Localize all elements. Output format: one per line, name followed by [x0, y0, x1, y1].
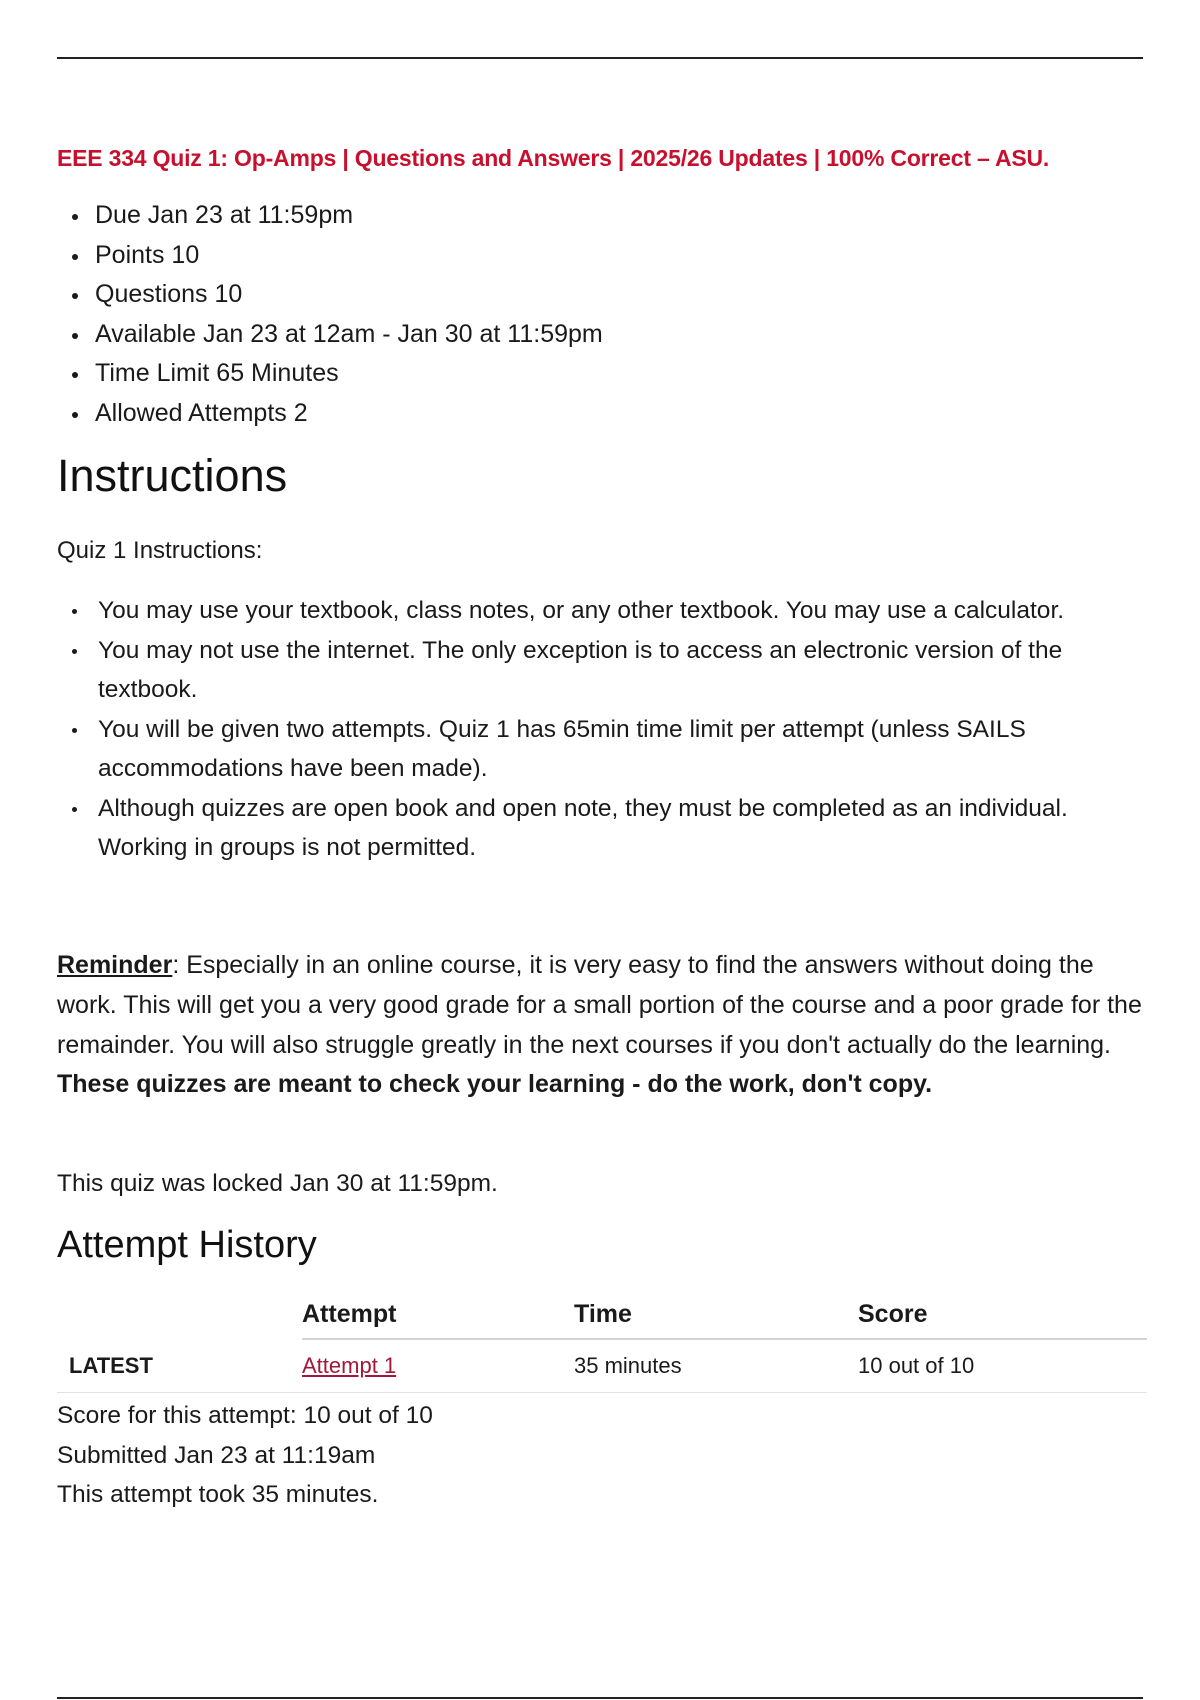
- bottom-rule: [57, 1697, 1143, 1699]
- instruction-item: You may not use the internet. The only exception is to access an electronic version of the textbook.: [57, 631, 1147, 710]
- reminder-emphasis: These quizzes are meant to check your learning - do the work, don't copy.: [57, 1070, 933, 1099]
- column-header-score: Score: [858, 1290, 1147, 1339]
- due-date: Due Jan 23 at 11:59pm: [57, 196, 603, 236]
- attempt-1-link[interactable]: Attempt 1: [302, 1353, 397, 1378]
- attempt-submitted: Submitted Jan 23 at 11:19am: [57, 1441, 376, 1469]
- attempt-history-table: [57, 1290, 1147, 1393]
- attempt-summary: [57, 1396, 433, 1515]
- instruction-item: You may use your textbook, class notes, or any other textbook. You may use a calculator.: [57, 591, 1147, 631]
- points: Points 10: [57, 236, 603, 276]
- time-cell: 35 minutes: [574, 1339, 858, 1393]
- attempt-history-heading: Attempt History: [57, 1224, 317, 1266]
- attempt-cell: [302, 1339, 574, 1393]
- attempt-score: Score for this attempt: 10 out of 10: [57, 1402, 433, 1429]
- allowed-attempts: Allowed Attempts 2: [57, 394, 603, 434]
- reminder-body: : Especially in an online course, it is very easy to find the answers without doing the work. This will get you a very good grade for a small portion of the course and a poor grade for the remainder. You will also struggle greatly in the next courses if you don't actually do the learning.: [57, 951, 1142, 1059]
- question-count: Questions 10: [57, 275, 603, 315]
- time-limit: Time Limit 65 Minutes: [57, 354, 603, 394]
- score-cell: 10 out of 10: [858, 1339, 1147, 1393]
- reminder-label: Reminder: [57, 951, 173, 979]
- table-header-row: [57, 1290, 1147, 1339]
- availability: Available Jan 23 at 12am - Jan 30 at 11:59pm: [57, 315, 603, 355]
- attempt-duration: This attempt took 35 minutes.: [57, 1481, 379, 1508]
- quiz-details-list: [57, 196, 603, 434]
- latest-tag: LATEST: [57, 1339, 302, 1393]
- instructions-list: [57, 591, 1147, 868]
- column-header-time: Time: [574, 1290, 858, 1339]
- column-header-tag: [57, 1290, 302, 1339]
- document-title: EEE 334 Quiz 1: Op-Amps | Questions and Answers | 2025/26 Updates | 100% Correct – ASU.: [57, 145, 1050, 171]
- quiz-locked-notice: This quiz was locked Jan 30 at 11:59pm.: [57, 1170, 498, 1197]
- table-row: [57, 1339, 1147, 1393]
- instructions-heading: Instructions: [57, 450, 288, 501]
- reminder-paragraph: [57, 946, 1147, 1105]
- top-rule: [57, 57, 1143, 59]
- column-header-attempt: Attempt: [302, 1290, 574, 1339]
- instructions-label: Quiz 1 Instructions:: [57, 537, 263, 564]
- instruction-item: Although quizzes are open book and open note, they must be completed as an individual. Working in groups is not permitted.: [57, 789, 1147, 868]
- instruction-item: You will be given two attempts. Quiz 1 has 65min time limit per attempt (unless SAILS accommodations have been made).: [57, 710, 1147, 789]
